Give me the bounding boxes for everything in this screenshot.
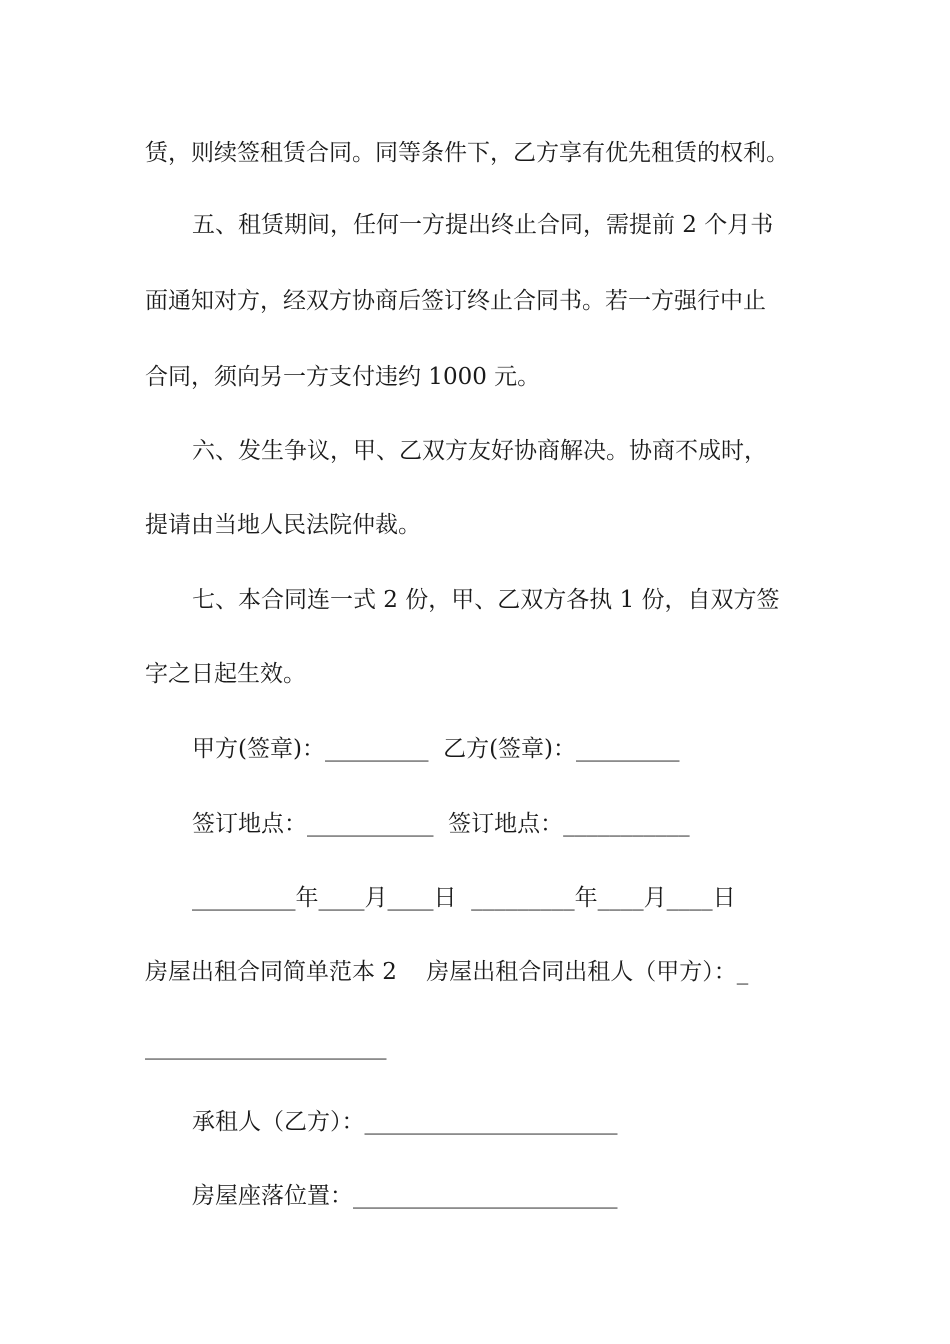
signature-line: 甲方(签章)：_________ 乙方(签章)：_________ [192,736,680,762]
blank-field-line: _____________________ [145,1034,387,1060]
paragraph-line: 提请由当地人民法院仲裁。 [145,512,421,538]
clause-five-line: 五、租赁期间，任何一方提出终止合同，需提前 2 个月书 [192,212,774,238]
tenant-line: 承租人（乙方）：______________________ [192,1109,618,1135]
paragraph-line: 字之日起生效。 [145,661,306,687]
clause-six-line: 六、发生争议，甲、乙双方友好协商解决。协商不成时， [192,438,767,464]
paragraph-line: 赁，则续签租赁合同。同等条件下，乙方享有优先租赁的权利。 [145,140,789,166]
date-line: _________年____月____日 _________年____月____日 [192,885,736,911]
section-heading-line: 房屋出租合同简单范本 2 房屋出租合同出租人（甲方）：_ [145,959,749,985]
signing-place-line: 签订地点：___________ 签订地点：___________ [192,811,690,837]
paragraph-line: 面通知对方，经双方协商后签订终止合同书。若一方强行中止 [145,288,766,314]
property-location-line: 房屋座落位置：_______________________ [192,1183,618,1209]
clause-seven-line: 七、本合同连一式 2 份，甲、乙双方各执 1 份，自双方签 [192,587,780,613]
paragraph-line: 合同，须向另一方支付违约 1000 元。 [145,364,541,390]
